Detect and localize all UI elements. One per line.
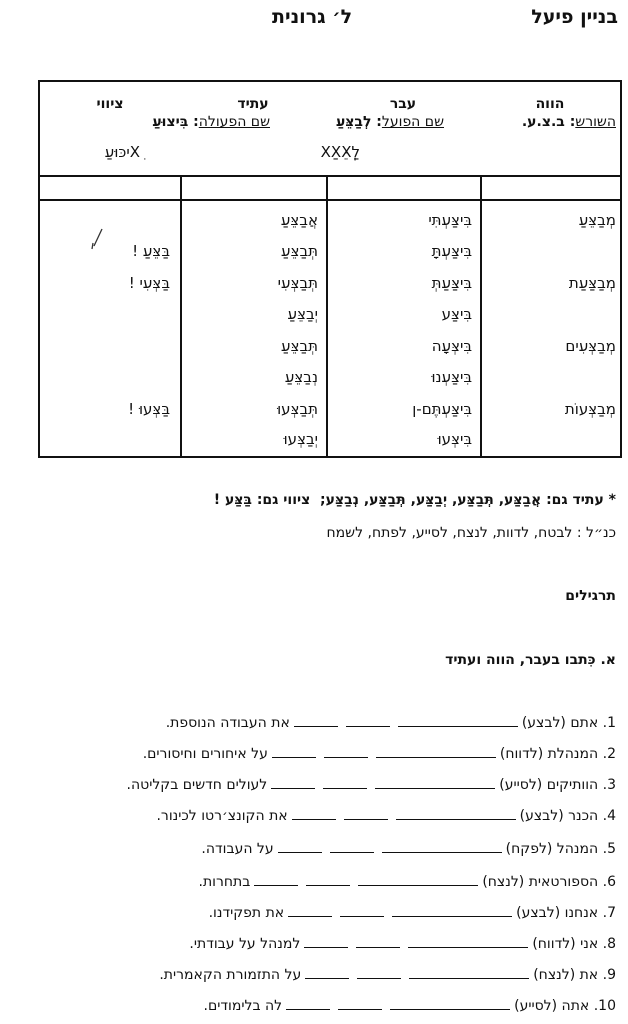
infinitive-value: : לְבַצֵּעַ	[335, 114, 382, 130]
imperative-form: בַּצֵּעַ !	[132, 242, 170, 260]
similar-verbs-note: כנ״ל : לבטח, לדוות, לנצח, לסייע, לפתח, לשמח	[326, 525, 616, 541]
column-header-past: עבר	[389, 96, 417, 112]
present-form: מְבַצְּעוֹת	[564, 400, 616, 418]
conjugation-table	[38, 80, 622, 458]
exercise-item	[201, 840, 616, 857]
past-form: בִּיצְּעוּ	[437, 430, 472, 448]
answer-blank-future[interactable]	[272, 745, 316, 758]
answer-blank-future[interactable]	[294, 714, 338, 727]
answer-blank-past[interactable]	[358, 873, 478, 886]
answer-blank-present[interactable]	[340, 904, 384, 917]
imperative-form: בַּצְּעִי !	[128, 274, 170, 292]
answer-blank-present[interactable]	[323, 776, 367, 789]
answer-blank-future[interactable]	[271, 776, 315, 789]
exercise-prompt: 1. אתם (לבצע)	[521, 715, 616, 731]
exercise-item	[209, 904, 616, 921]
exercise-prompt: 3. הוותיקים (לסייע)	[499, 777, 616, 793]
noun-info	[152, 114, 270, 130]
past-form: בִּיצַּעְתָּ	[431, 242, 472, 260]
exercise-sentence-end: למנהל על עבודתי.	[189, 936, 301, 952]
answer-blank-future[interactable]	[305, 966, 349, 979]
answer-blank-past[interactable]	[398, 714, 518, 727]
exercise-prompt: 4. הכנר (לבצע)	[519, 808, 616, 824]
exercise-prompt: 7. אנחנו (לבצע)	[516, 905, 616, 921]
answer-blank-future[interactable]	[286, 997, 330, 1010]
infinitive-label: שם הפועל	[381, 114, 444, 130]
root-value: : ב.צ.ע.	[521, 114, 576, 130]
exercise-item	[127, 776, 616, 793]
exercise-item	[159, 966, 616, 983]
pencil-mark-icon	[90, 228, 104, 250]
exercise-sentence-end: על העבודה.	[201, 841, 274, 857]
answer-blank-present[interactable]	[356, 935, 400, 948]
exercise-sentence-end: את הקונצ׳רטו לכינור.	[156, 808, 288, 824]
answer-blank-present[interactable]	[357, 966, 401, 979]
answer-blank-past[interactable]	[408, 935, 528, 948]
future-also-note	[214, 492, 616, 508]
exercise-item	[199, 873, 616, 890]
answer-blank-present[interactable]	[338, 997, 382, 1010]
future-form: תְּבַצֵּעַ	[281, 242, 318, 260]
table-divider	[40, 175, 620, 177]
present-form: מְבַצֵּעַ	[578, 211, 616, 229]
future-form: אֲבַצֵּעַ	[280, 211, 318, 229]
past-form: בִּיצַּעַתְּ	[431, 274, 472, 292]
exercise-prompt: 8. אני (לדווח)	[532, 936, 616, 952]
exercise-item	[189, 935, 616, 952]
noun-label: שם הפעולה	[198, 114, 270, 130]
noun-pattern: Xִיכּוּעַ	[104, 143, 140, 161]
column-divider	[180, 175, 182, 456]
exercise-item	[143, 745, 616, 762]
imperative-also-text: ציווי גם: בַּצַּע !	[213, 492, 311, 508]
answer-blank-future[interactable]	[292, 807, 336, 820]
answer-blank-future[interactable]	[254, 873, 298, 886]
exercise-item	[166, 714, 616, 731]
answer-blank-future[interactable]	[288, 904, 332, 917]
exercise-sentence-end: על איחורים וחיסורים.	[142, 746, 268, 762]
column-header-future: עתיד	[237, 96, 269, 112]
exercise-prompt: 9. את (לנצח)	[533, 967, 616, 983]
column-header-imperative: ציווי	[96, 96, 124, 112]
table-header-divider	[40, 199, 620, 201]
exercise-sentence-end: בתחרות.	[198, 874, 251, 890]
past-form: בִּיצַּעְתֶּם-ן	[412, 400, 472, 418]
answer-blank-past[interactable]	[396, 807, 516, 820]
root-info	[522, 114, 616, 130]
noun-value: : בִּיצוּעַ	[152, 114, 199, 130]
answer-blank-future[interactable]	[304, 935, 348, 948]
future-form: יְבַצְּעוּ	[283, 430, 318, 448]
exercise-prompt: 2. המנהלת (לדווח)	[499, 746, 616, 762]
group-title: ל׳ גרונית	[272, 6, 353, 28]
column-header-present: הווה	[535, 96, 565, 112]
exercise-instruction: א. כִּתבו בעבר, הווה ועתיד	[445, 652, 616, 668]
answer-blank-past[interactable]	[376, 745, 496, 758]
exercise-item	[156, 807, 616, 824]
exercise-prompt: 10. אתה (לסייע)	[514, 998, 616, 1014]
answer-blank-past[interactable]	[390, 997, 510, 1010]
imperative-form: בַּצְּעוּ !	[128, 400, 170, 418]
answer-blank-present[interactable]	[306, 873, 350, 886]
future-also-text: * עתיד גם: אֲבַצַּע, תְּבַצַּע, יְבַצַּע, תְּבַצַּע, נְבַצַּע;	[320, 492, 616, 508]
answer-blank-present[interactable]	[330, 840, 374, 853]
answer-blank-present[interactable]	[324, 745, 368, 758]
past-form: בִּיצַּעְנוּ	[431, 368, 472, 386]
answer-blank-past[interactable]	[392, 904, 512, 917]
answer-blank-past[interactable]	[375, 776, 495, 789]
exercise-sentence-end: את תפקידנו.	[208, 905, 285, 921]
answer-blank-future[interactable]	[278, 840, 322, 853]
future-form: תְּבַצְּעִי	[277, 274, 318, 292]
future-form: יְבַצֵּעַ	[287, 305, 318, 323]
exercise-prompt: 6. הספורטאית (לנצח)	[482, 874, 616, 890]
past-form: בִּיצַּעְתִּי	[428, 211, 472, 229]
exercises-title: תרגילים	[565, 588, 616, 604]
exercise-item	[204, 997, 616, 1014]
infinitive-info	[336, 114, 444, 130]
answer-blank-present[interactable]	[346, 714, 390, 727]
past-form: בִּיצְּעָה	[431, 337, 472, 355]
answer-blank-past[interactable]	[409, 966, 529, 979]
present-form: מְבַצַּעַת	[568, 274, 616, 292]
column-divider	[480, 175, 482, 456]
exercise-sentence-end: לעולים חדשים בקליטה.	[126, 777, 268, 793]
answer-blank-past[interactable]	[382, 840, 502, 853]
answer-blank-present[interactable]	[344, 807, 388, 820]
exercise-sentence-end: לה בלימודים.	[203, 998, 283, 1014]
future-form: נְבַצֵּעַ	[284, 368, 318, 386]
infinitive-pattern: לְXַXֵּXַ	[320, 143, 360, 161]
past-form: בִּיצַּע	[441, 305, 472, 323]
future-form: תְּבַצֵּעַ	[281, 337, 318, 355]
exercise-sentence-end: את העבודה הנוספת.	[165, 715, 290, 731]
exercise-prompt: 5. המנהל (לפקח)	[505, 841, 616, 857]
column-divider	[326, 175, 328, 456]
binyan-title: בניין פיעל	[531, 6, 618, 28]
root-label: השורש	[575, 114, 616, 130]
present-form: מְבַצְּעִים	[565, 337, 616, 355]
exercise-sentence-end: על התזמורת הקאמרית.	[159, 967, 302, 983]
future-form: תְּבַצְּעוּ	[277, 400, 318, 418]
